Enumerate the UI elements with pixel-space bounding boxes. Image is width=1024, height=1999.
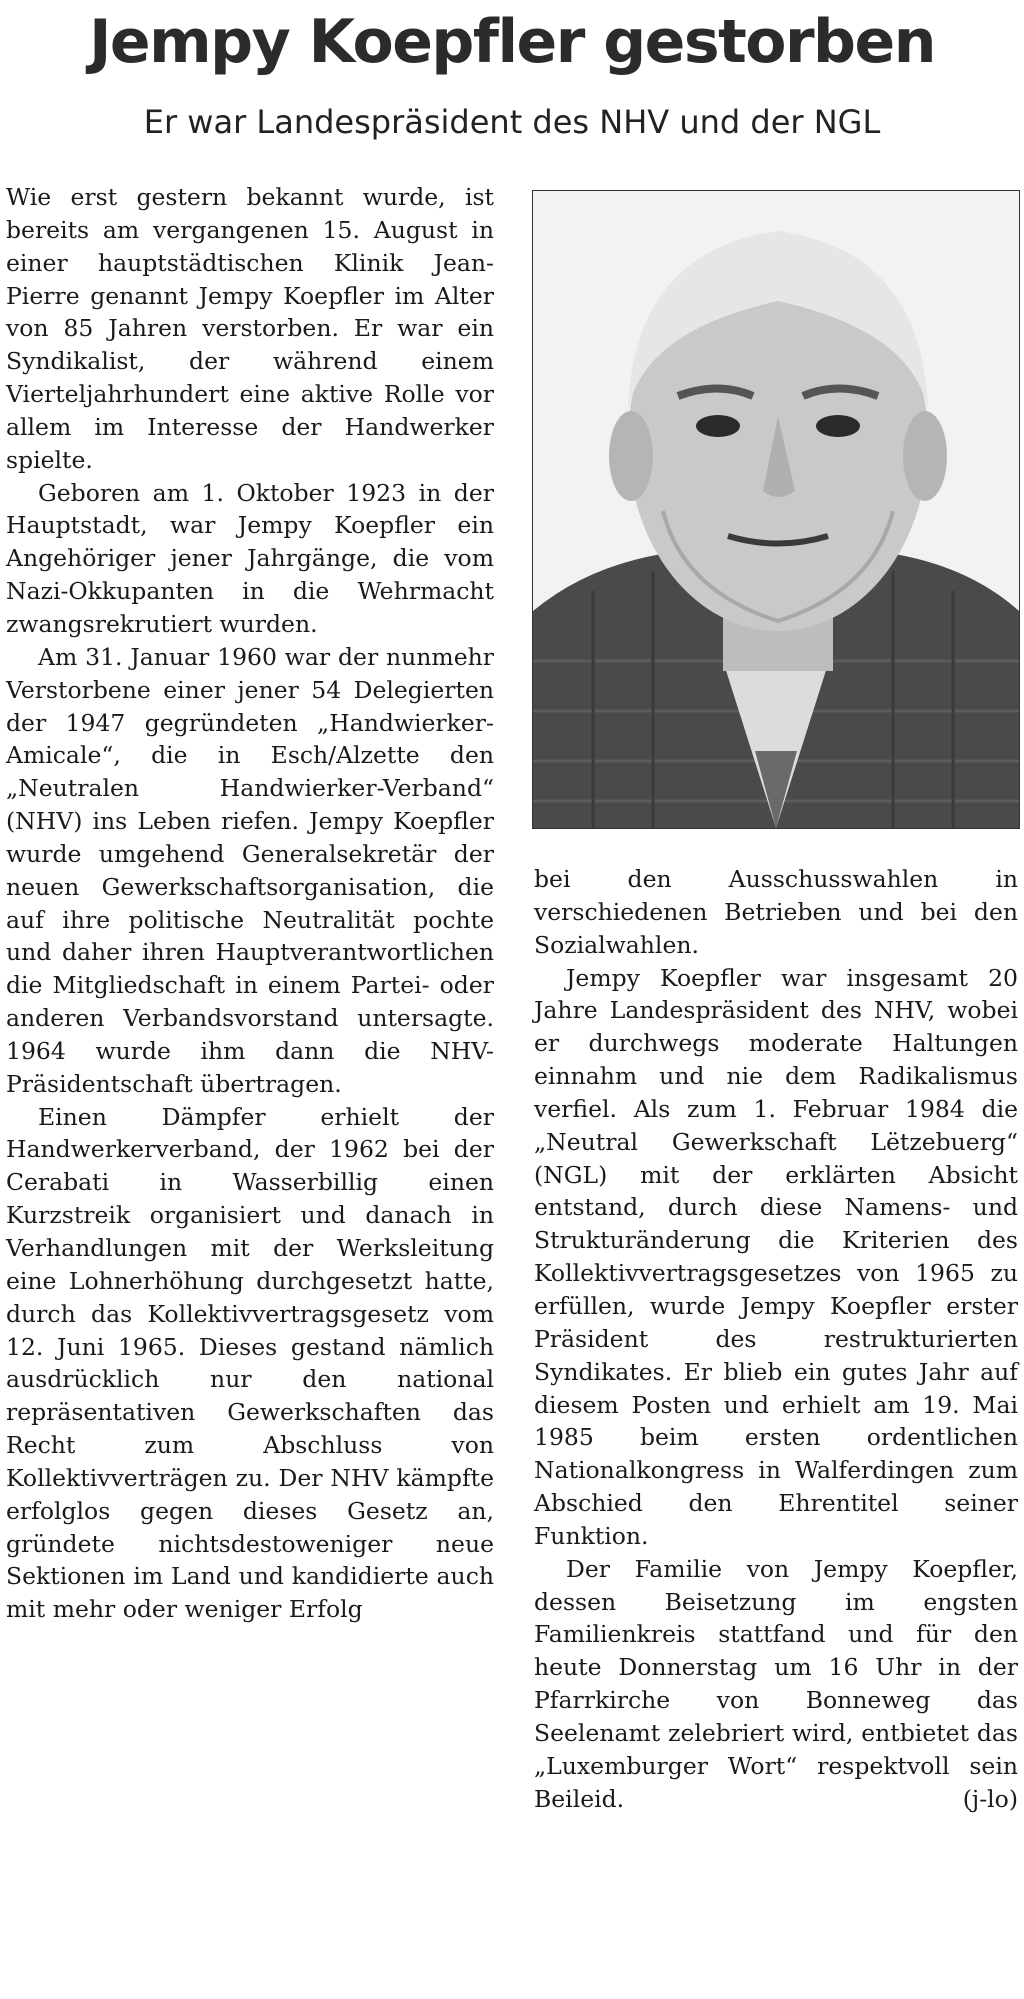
headline: Jempy Koepfler gestorben <box>89 7 935 77</box>
subheadline: Er war Landespräsident des NHV und der NGL <box>143 103 881 141</box>
paragraph: bei den Ausschusswahlen in verschiedenen Betrieben und bei den Sozialwahlen. <box>534 865 1018 959</box>
paragraph: Geboren am 1. Oktober 1923 in der Hauptstadt, war Jempy Koepfler ein Angehöriger jener Jahrgänge, die vom Nazi-Okkupanten in die Wehrmacht zwangsrekrutiert wurden. <box>6 478 494 638</box>
paragraph <box>534 1553 1018 1816</box>
paragraph: Am 31. Januar 1960 war der nunmehr Verstorbene einer jener 54 Delegierten der 1947 gegründeten „Handwierker-Amicale“, die in Esch/Alzette den „Neutralen Handwierker-Verband“ (NHV) ins Leben riefen. Jempy Koepfler wurde umgehend Generalsekretär der neuen Gewerkschaftsorganisation, die auf ihre politische Neutralität pochte und daher ihren Hauptverantwortlichen die Mitgliedschaft in einem Partei- oder anderen Verbandsvorstand untersagte. 1964 wurde ihm dann die NHV-Präsidentschaft übertragen. <box>6 642 494 1098</box>
portrait-illustration <box>533 191 1019 828</box>
portrait-photo <box>532 190 1020 829</box>
article-column-left <box>6 181 494 1626</box>
author-credit: (j-lo) <box>962 1784 1018 1813</box>
paragraph: Einen Dämpfer erhielt der Handwerkerverband, der 1962 bei der Cerabati in Wasserbillig einen Kurzstreik organisiert und danach in Verhandlungen mit der Werksleitung eine Lohnerhöhung durchgesetzt hatte, durch das Kollektivvertragsgesetz vom 12. Juni 1965. Dieses gestand nämlich ausdrücklich nur den national repräsentativen Gewerkschaften das Recht zum Abschluss von Kollektivverträgen zu. Der NHV kämpfte erfolglos gegen dieses Gesetz an, gründete nichtsdestoweniger neue Sektionen im Land und kandidierte auch mit mehr oder weniger Erfolg <box>6 1102 494 1624</box>
paragraph-text: Der Familie von Jempy Koepfler, dessen Beisetzung im engsten Familienkreis stattfand und für den heute Donnerstag um 16 Uhr in der Pfarrkirche von Bonneweg das Seelenamt zelebriert wird, entbietet das „Luxemburger Wort“ respektvoll sein Beileid. <box>534 1554 1018 1813</box>
paragraph: Jempy Koepfler war insgesamt 20 Jahre Landespräsident des NHV, wobei er durchwegs moderate Haltungen einnahm und nie dem Radikalismus verfiel. Als zum 1. Februar 1984 die „Neutral Gewerkschaft Lëtzebuerg“ (NGL) mit der erklärten Absicht entstand, durch diese Namens- und Strukturänderung die Kriterien des Kollektivvertragsgesetzes von 1965 zu erfüllen, wurde Jempy Koepfler erster Präsident des restrukturierten Syndikates. Er blieb ein gutes Jahr auf diesem Posten und erhielt am 19. Mai 1985 beim ersten ordentlichen Nationalkongress in Walferdingen zum Abschied den Ehrentitel seiner Funktion. <box>534 963 1018 1550</box>
paragraph: Wie erst gestern bekannt wurde, ist bereits am vergangenen 15. August in einer hauptstädtischen Klinik Jean-Pierre genannt Jempy Koepfler im Alter von 85 Jahren verstorben. Er war ein Syndikalist, der während einem Vierteljahrhundert eine aktive Rolle vor allem im Interesse der Handwerker spielte. <box>6 183 494 474</box>
article-column-right <box>534 863 1018 1815</box>
